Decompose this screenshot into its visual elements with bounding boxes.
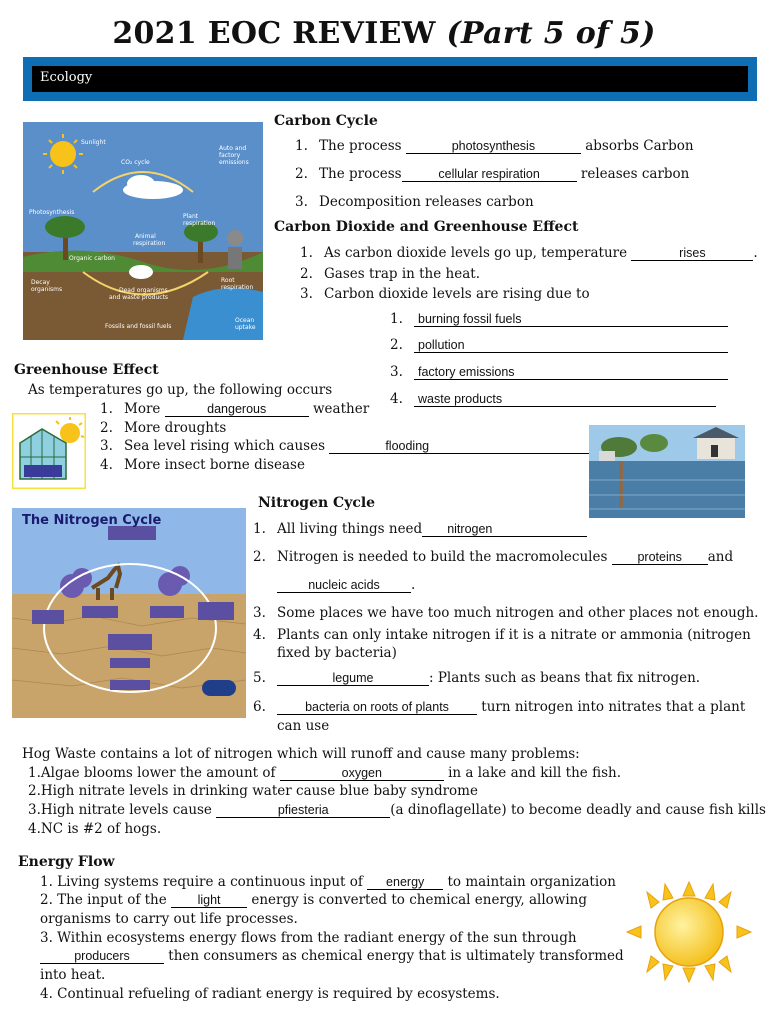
answer-blank: nucleic acids <box>277 578 411 593</box>
energy-item-4: 4. Continual refueling of radiant energy is required by ecosystems. <box>40 986 500 1002</box>
answer-blank: dangerous <box>165 402 309 417</box>
svg-text:Photosynthesis: Photosynthesis <box>29 209 75 216</box>
answer-blank: energy <box>367 875 443 890</box>
energy-item-3: 3. Within ecosystems energy flows from the radiant energy of the sun through <box>40 930 577 946</box>
co2-item-2: 2. Gases trap in the heat. <box>300 266 480 282</box>
nitrogen-cycle-diagram <box>12 508 246 718</box>
nitrogen-item-6: 6. bacteria on roots of plants turn nitrogen into nitrates that a plant <box>253 699 746 715</box>
svg-text:uptake: uptake <box>235 324 256 331</box>
svg-text:Animal: Animal <box>135 233 156 240</box>
answer-blank: legume <box>277 671 429 686</box>
greenhouse-item-3: 3. Sea level rising which causes flooding <box>100 438 605 454</box>
svg-text:Root: Root <box>221 277 235 284</box>
energy-item-2-cont: organisms to carry out life processes. <box>40 911 298 927</box>
svg-text:Sunlight: Sunlight <box>81 139 106 146</box>
greenhouse-item-1: 1. More dangerous weather <box>100 401 370 417</box>
hog-item-4: 4.NC is #2 of hogs. <box>28 821 162 837</box>
svg-text:Decay: Decay <box>31 279 50 286</box>
nitrogen-item-1: 1. All living things need nitrogen <box>253 521 587 537</box>
answer-blank: light <box>171 893 247 908</box>
nitrogen-image-title: The Nitrogen Cycle <box>22 513 162 528</box>
greenhouse-icon <box>12 413 86 489</box>
co2-sub-4: 4. waste products <box>390 391 716 407</box>
svg-text:Auto and: Auto and <box>219 145 247 152</box>
answer-blank: proteins <box>612 550 708 565</box>
title-part: (Part 5 of 5) <box>446 16 656 51</box>
greenhouse-item-4: 4. More insect borne disease <box>100 457 305 473</box>
answer-blank: waste products <box>414 392 716 407</box>
carbon-cycle-diagram <box>23 122 263 340</box>
carbon-item-1: 1. The process photosynthesis absorbs Carbon <box>295 138 694 154</box>
answer-blank: burning fossil fuels <box>414 312 728 327</box>
page-title <box>0 16 768 51</box>
answer-blank: producers <box>40 949 164 964</box>
energy-item-1: 1. Living systems require a continuous input of energy to maintain organization <box>40 874 616 890</box>
greenhouse-intro: As temperatures go up, the following occurs <box>28 382 333 398</box>
energy-item-3-cont2: into heat. <box>40 967 106 983</box>
answer-blank: oxygen <box>280 766 444 781</box>
svg-text:respiration: respiration <box>183 220 216 227</box>
carbon-item-3: 3. Decomposition releases carbon <box>295 194 534 210</box>
banner-label: Ecology <box>40 70 93 85</box>
section-banner <box>23 57 757 101</box>
energy-heading: Energy Flow <box>18 854 115 870</box>
co2-heading: Carbon Dioxide and Greenhouse Effect <box>274 219 579 235</box>
hog-item-3: 3.High nitrate levels cause pfiesteria (a dinoflagellate) to become deadly and cause fish kills <box>28 802 766 818</box>
title-main: 2021 EOC REVIEW <box>112 16 436 51</box>
hog-item-2: 2.High nitrate levels in drinking water cause blue baby syndrome <box>28 783 478 799</box>
answer-blank: photosynthesis <box>406 139 581 154</box>
answer-blank: nitrogen <box>422 522 587 537</box>
answer-blank: pollution <box>414 338 728 353</box>
energy-item-2: 2. The input of the light energy is converted to chemical energy, allowing <box>40 892 587 908</box>
co2-item-3: 3. Carbon dioxide levels are rising due to <box>300 286 590 302</box>
svg-text:respiration: respiration <box>221 284 254 291</box>
energy-item-3-cont: producers then consumers as chemical energy that is ultimately transformed <box>40 948 624 964</box>
svg-text:Plant: Plant <box>183 213 199 220</box>
greenhouse-heading: Greenhouse Effect <box>14 362 159 378</box>
svg-text:CO₂ cycle: CO₂ cycle <box>121 159 150 166</box>
svg-text:Organic carbon: Organic carbon <box>69 255 115 262</box>
nitrogen-item-5: 5. legume : Plants such as beans that fix nitrogen. <box>253 670 701 686</box>
flood-photo <box>589 425 745 518</box>
answer-blank: cellular respiration <box>402 167 577 182</box>
answer-blank: bacteria on roots of plants <box>277 700 477 715</box>
svg-text:Fossils and fossil fuels: Fossils and fossil fuels <box>105 323 172 330</box>
co2-sub-1: 1. burning fossil fuels <box>390 311 728 327</box>
co2-item-1: 1. As carbon dioxide levels go up, temperature rises . <box>300 245 758 261</box>
svg-text:Ocean: Ocean <box>235 317 255 324</box>
nitrogen-item-2: 2. Nitrogen is needed to build the macromolecules proteins and <box>253 549 734 565</box>
answer-blank: rises <box>631 246 753 261</box>
nitrogen-item-4-cont: fixed by bacteria) <box>277 645 397 661</box>
svg-text:and waste products: and waste products <box>109 294 169 301</box>
nitrogen-item-4: 4. Plants can only intake nitrogen if it is a nitrate or ammonia (nitrogen <box>253 627 751 643</box>
hog-item-1: 1.Algae blooms lower the amount of oxygen in a lake and kill the fish. <box>28 765 621 781</box>
nitrogen-item-3: 3. Some places we have too much nitrogen and other places not enough. <box>253 605 759 621</box>
carbon-item-2: 2. The process cellular respiration releases carbon <box>295 166 690 182</box>
svg-text:organisms: organisms <box>31 286 63 293</box>
carbon-cycle-heading: Carbon Cycle <box>274 113 378 129</box>
greenhouse-item-2: 2. More droughts <box>100 420 227 436</box>
svg-text:factory: factory <box>219 152 241 159</box>
nitrogen-heading: Nitrogen Cycle <box>258 495 376 511</box>
co2-sub-2: 2. pollution <box>390 337 728 353</box>
nitrogen-item-2b: nucleic acids . <box>277 577 415 593</box>
answer-blank: flooding <box>329 439 605 454</box>
co2-sub-3: 3. factory emissions <box>390 364 728 380</box>
answer-blank: factory emissions <box>414 365 728 380</box>
sun-icon <box>625 880 753 984</box>
svg-text:respiration: respiration <box>133 240 166 247</box>
svg-text:emissions: emissions <box>219 159 249 166</box>
svg-text:Dead organisms: Dead organisms <box>119 287 168 294</box>
nitrogen-item-6-cont: can use <box>277 718 330 734</box>
hog-intro: Hog Waste contains a lot of nitrogen which will runoff and cause many problems: <box>22 746 580 762</box>
answer-blank: pfiesteria <box>216 803 390 818</box>
